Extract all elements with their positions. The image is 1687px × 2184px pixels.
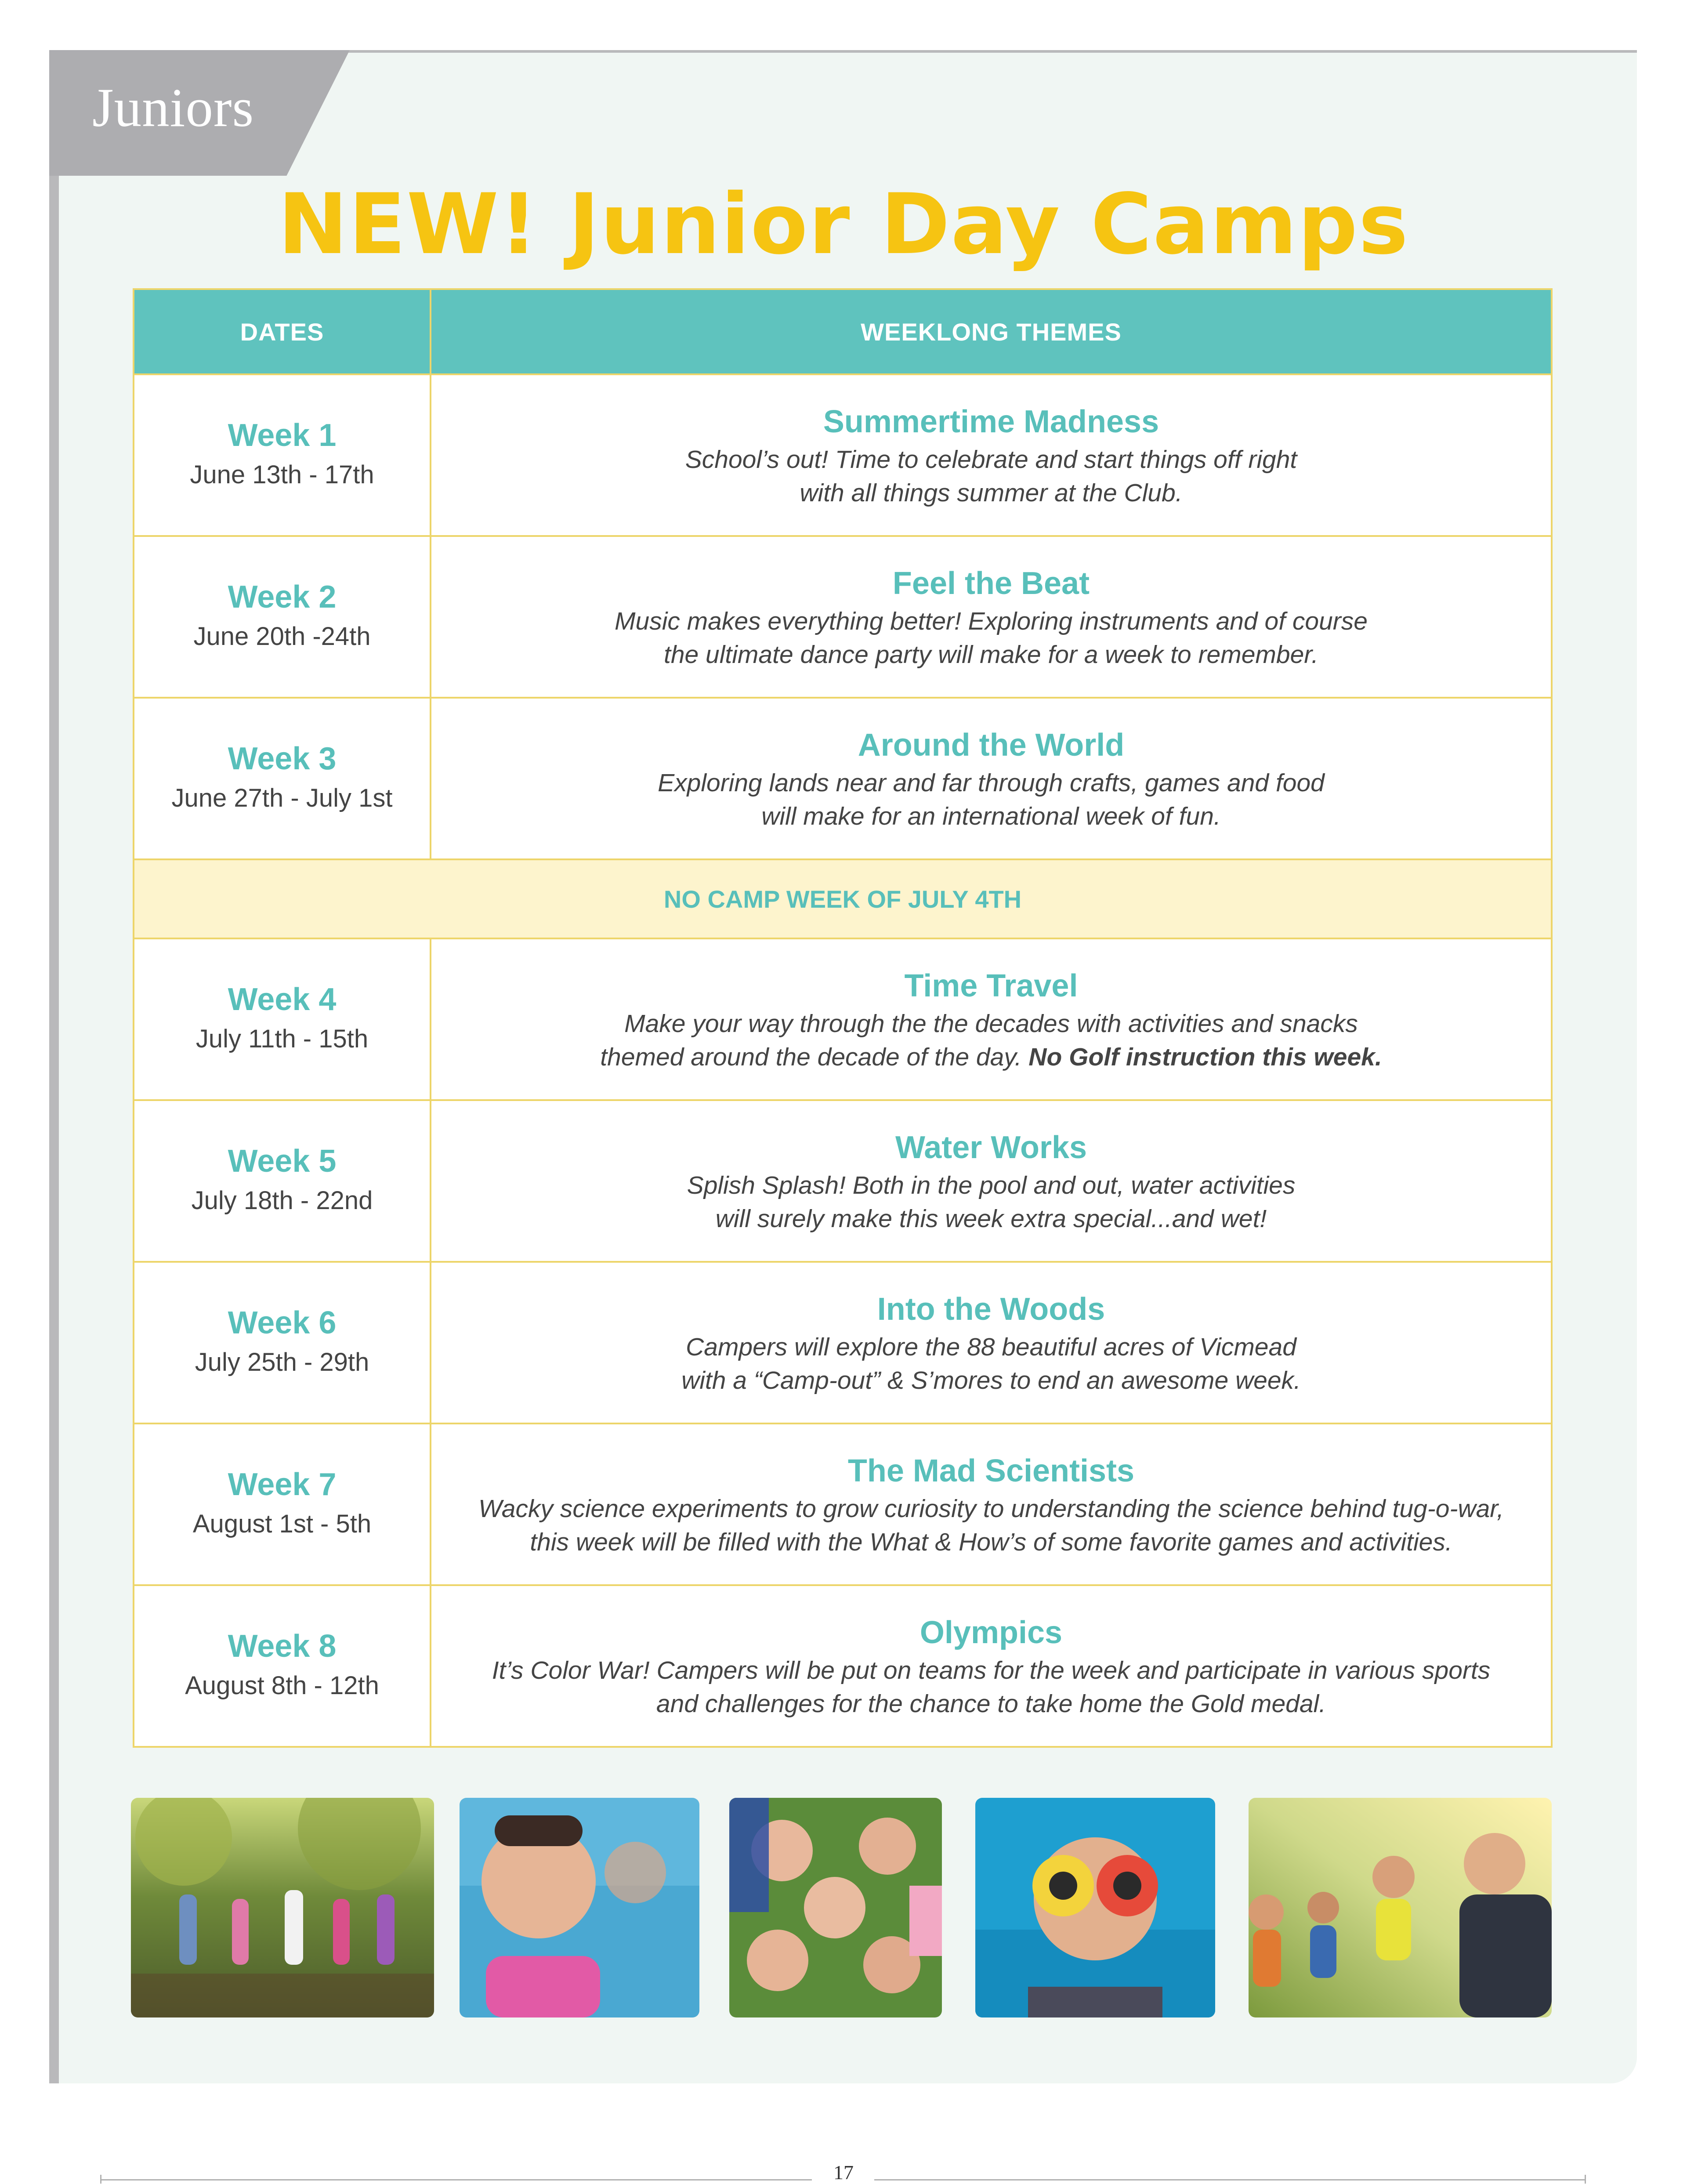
table-row <box>134 536 1552 698</box>
table-row <box>134 1100 1552 1262</box>
desc-line <box>431 1040 1551 1074</box>
footer-tick-left <box>100 2175 101 2184</box>
week-dates: August 1st - 5th <box>192 1510 372 1538</box>
week-dates: July 11th - 15th <box>195 1025 369 1053</box>
theme-cell <box>431 1585 1552 1747</box>
theme-description <box>431 605 1551 671</box>
desc-line: Exploring lands near and far through crafts, games and food <box>658 768 1325 797</box>
desc-bold-note: No Golf instruction this week. <box>1028 1043 1382 1071</box>
theme-description <box>431 1654 1551 1720</box>
theme-cell <box>431 1100 1552 1262</box>
dates-cell <box>134 1423 431 1585</box>
table-row <box>134 1585 1552 1747</box>
dates-cell <box>134 536 431 698</box>
desc-line: this week will be filled with the What & How’s of some favorite games and activities. <box>530 1528 1452 1556</box>
week-dates: July 18th - 22nd <box>191 1186 373 1215</box>
theme-cell <box>431 536 1552 698</box>
theme-cell <box>431 1262 1552 1423</box>
desc-line: with all things summer at the Club. <box>800 478 1183 507</box>
dates-cell <box>134 1100 431 1262</box>
header-themes: WEEKLONG THEMES <box>431 289 1552 374</box>
week-label: Week 1 <box>228 418 337 453</box>
week-dates: August 8th - 12th <box>185 1671 379 1700</box>
table-row <box>134 1262 1552 1423</box>
theme-description <box>431 1330 1551 1397</box>
dates-cell <box>134 1262 431 1423</box>
page-number: 17 <box>833 2161 854 2184</box>
no-camp-notice: NO CAMP WEEK OF JULY 4TH <box>134 859 1552 938</box>
desc-line: will surely make this week extra special...and wet! <box>715 1204 1267 1233</box>
theme-title: Water Works <box>895 1130 1087 1165</box>
footer-tick-right <box>1585 2175 1586 2184</box>
theme-description <box>431 443 1551 510</box>
theme-title: Olympics <box>920 1615 1063 1650</box>
theme-description <box>431 766 1551 833</box>
camp-schedule-table <box>133 288 1553 1748</box>
week-label: Week 3 <box>228 741 337 776</box>
week-label: Week 2 <box>228 580 337 615</box>
dates-cell <box>134 374 431 536</box>
week-dates: June 20th -24th <box>193 622 371 651</box>
theme-cell <box>431 374 1552 536</box>
no-camp-row <box>134 859 1552 938</box>
desc-line: It’s Color War! Campers will be put on teams for the week and participate in various sports <box>492 1656 1491 1684</box>
desc-line: Music makes everything better! Exploring instruments and of course <box>615 607 1368 635</box>
photo-kids-on-grass <box>729 1798 942 2017</box>
table-row <box>134 374 1552 536</box>
table-row <box>134 1423 1552 1585</box>
theme-description <box>431 1492 1551 1559</box>
week-label: Week 8 <box>228 1629 337 1664</box>
theme-cell <box>431 698 1552 859</box>
section-tab-label: Juniors <box>92 78 254 138</box>
desc-line: School’s out! Time to celebrate and start things off right <box>685 445 1297 474</box>
photo-child-painted-hands <box>975 1798 1215 2017</box>
desc-line: with a “Camp-out” & S’mores to end an awesome week. <box>681 1366 1301 1394</box>
desc-line: Wacky science experiments to grow curiosity to understanding the science behind tug-o-war, <box>478 1494 1504 1523</box>
dates-cell <box>134 938 431 1100</box>
theme-title: The Mad Scientists <box>847 1453 1135 1489</box>
desc-text: themed around the decade of the day. <box>600 1043 1022 1071</box>
desc-line: and challenges for the chance to take home the Gold medal. <box>656 1689 1326 1718</box>
week-dates: July 25th - 29th <box>195 1348 369 1376</box>
theme-title: Into the Woods <box>877 1291 1105 1327</box>
theme-title: Feel the Beat <box>892 565 1090 601</box>
theme-cell <box>431 938 1552 1100</box>
desc-line: Make your way through the the decades with activities and snacks <box>624 1009 1358 1038</box>
week-label: Week 6 <box>228 1305 337 1340</box>
theme-title: Around the World <box>858 727 1125 763</box>
week-dates: June 27th - July 1st <box>171 784 393 812</box>
desc-line: the ultimate dance party will make for a week to remember. <box>663 640 1318 669</box>
photo-kids-running-woods <box>131 1798 434 2017</box>
footer-rule-right <box>874 2179 1586 2180</box>
week-dates: June 13th - 17th <box>190 460 374 489</box>
page-title: NEW! Junior Day Camps <box>278 176 1409 273</box>
week-label: Week 5 <box>228 1144 337 1179</box>
theme-cell <box>431 1423 1552 1585</box>
dates-cell <box>134 1585 431 1747</box>
theme-description <box>431 1007 1551 1074</box>
table-row <box>134 938 1552 1100</box>
footer-rule-left <box>100 2179 812 2180</box>
theme-title: Summertime Madness <box>823 404 1159 439</box>
table-row <box>134 698 1552 859</box>
desc-line: Campers will explore the 88 beautiful acres of Vicmead <box>686 1333 1296 1361</box>
photo-kids-playing-park <box>1249 1798 1552 2017</box>
week-label: Week 4 <box>228 982 337 1017</box>
theme-title: Time Travel <box>904 968 1078 1003</box>
desc-line: will make for an international week of fun. <box>761 802 1221 830</box>
header-dates: DATES <box>134 289 431 374</box>
dates-cell <box>134 698 431 859</box>
desc-line: Splish Splash! Both in the pool and out, water activities <box>687 1171 1296 1199</box>
week-label: Week 7 <box>228 1467 337 1502</box>
theme-description <box>431 1169 1551 1235</box>
photo-girl-in-pool <box>460 1798 699 2017</box>
